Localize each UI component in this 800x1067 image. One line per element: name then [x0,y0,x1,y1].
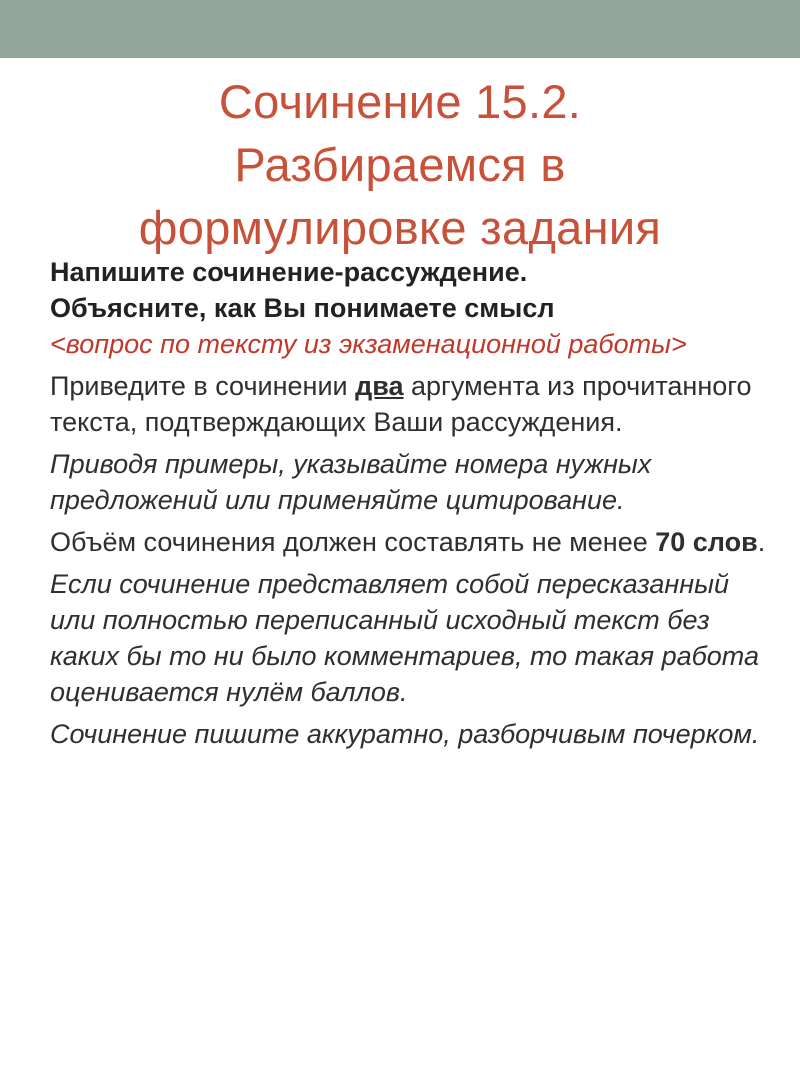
arguments-paragraph [50,368,770,440]
top-decorative-bar [0,0,800,58]
slide-body [50,254,770,752]
handwriting-paragraph: Сочинение пишите аккуратно, разборчивым почерком. [50,719,760,749]
arguments-text-before: Приведите в сочинении [50,371,356,401]
volume-paragraph [50,524,770,560]
title-line-2: Разбираемся в [234,138,566,191]
task-line-1: Напишите сочинение-рассуждение. [50,257,528,287]
task-line-2: Объясните, как Вы понимаете смысл [50,293,555,323]
title-line-3: формулировке задания [138,201,662,254]
title-line-1: Сочинение 15.2. [218,75,582,128]
arguments-text-after: аргумента из прочитанного текста, подтверждающих Ваши рассуждения. [50,371,752,437]
volume-text-after: . [757,527,766,557]
zero-score-paragraph: Если сочинение представляет собой пересказанный или полностью переписанный исходный текст без каких бы то ни было комментариев, то такая работа оценивается нулём баллов. [50,569,760,707]
volume-text-before: Объём сочинения должен составлять не менее [50,527,656,557]
slide-title [0,70,800,259]
volume-word-count: 70 слов [655,527,758,557]
task-statement [50,254,770,362]
task-placeholder: <вопрос по тексту из экзаменационной работы> [50,329,687,359]
arguments-count-emphasis: два [355,371,404,401]
examples-paragraph: Приводя примеры, указывайте номера нужных предложений или применяйте цитирование. [50,449,652,515]
